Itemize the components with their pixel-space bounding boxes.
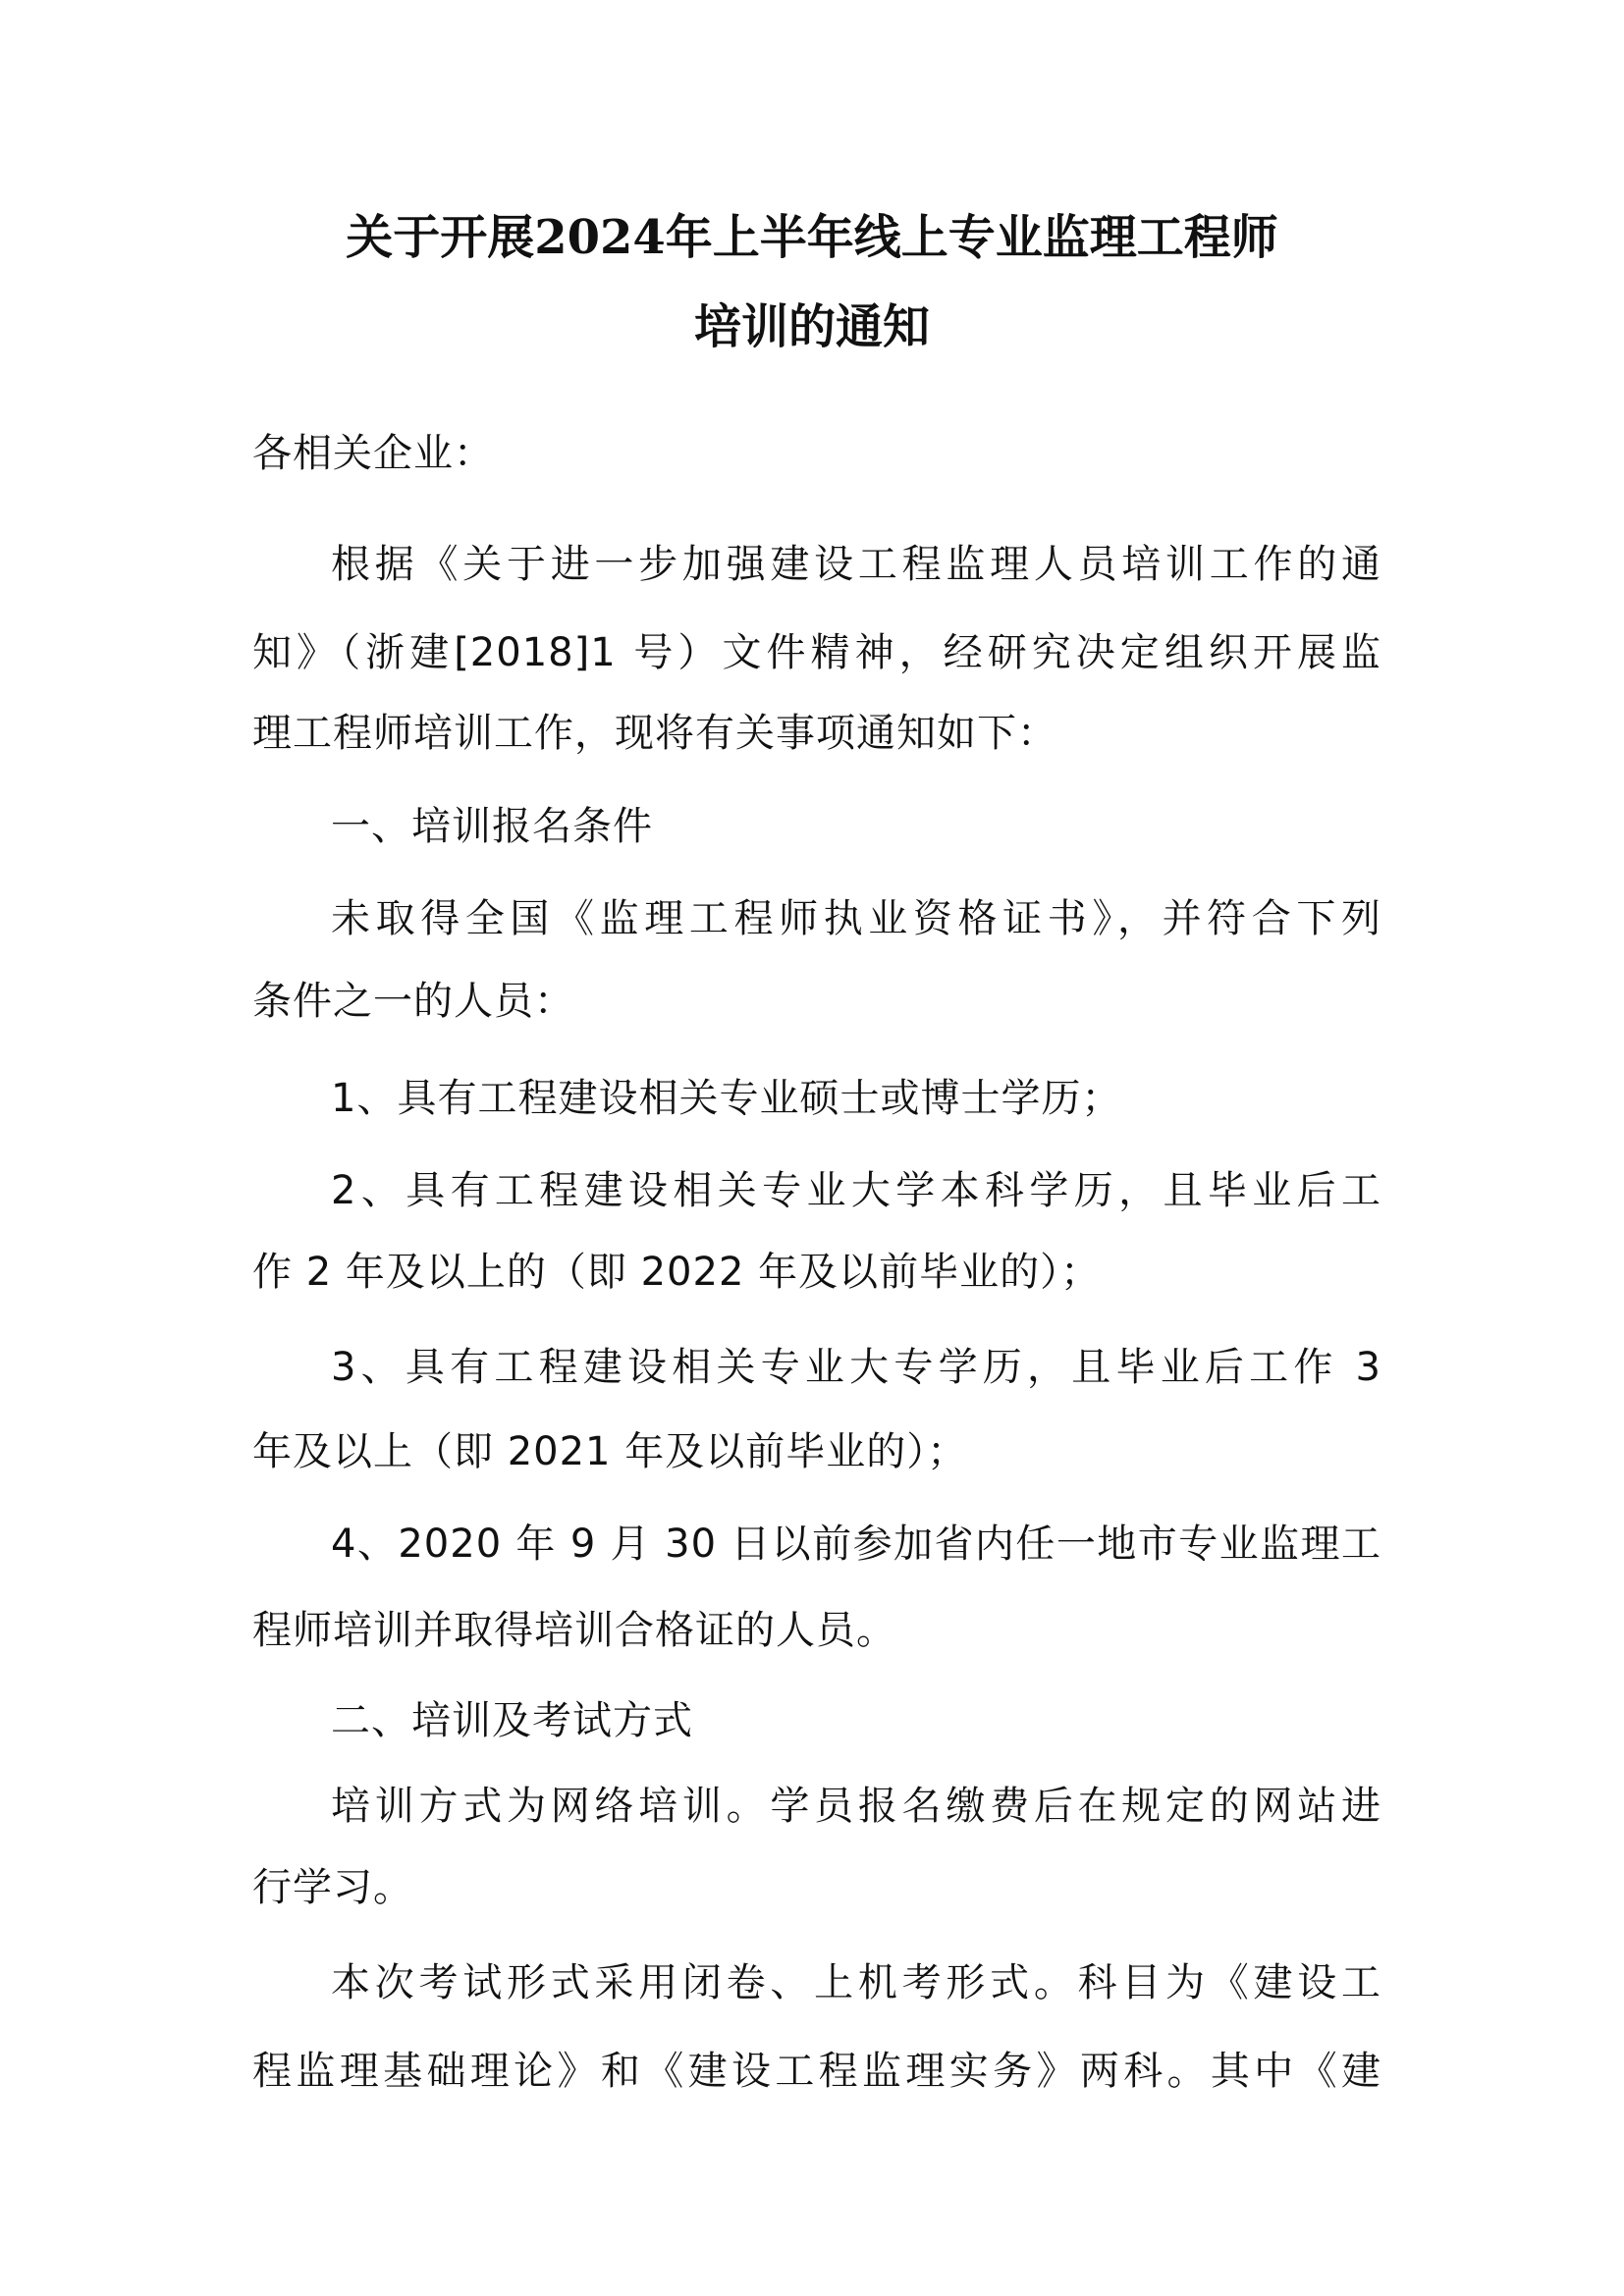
paragraph-line: 培训方式为网络培训。学员报名缴费后在规定的网站进	[331, 1784, 1381, 1829]
paragraph-line: 理工程师培训工作，现将有关事项通知如下：	[252, 711, 1057, 756]
paragraph-line: 本次考试形式采用闭卷、上机考形式。科目为《建设工	[331, 1960, 1381, 2005]
list-item: 1、具有工程建设相关专业硕士或博士学历；	[331, 1076, 1122, 1121]
paragraph-line: 未取得全国《监理工程师执业资格证书》，并符合下列	[331, 896, 1381, 941]
list-item: 2、具有工程建设相关专业大学本科学历，且毕业后工	[331, 1168, 1381, 1213]
list-item-continued: 作 2 年及以上的（即 2022 年及以前毕业的）；	[252, 1250, 1102, 1295]
paragraph-line: 条件之一的人员：	[252, 979, 574, 1024]
document-title-continued: 培训的通知	[693, 299, 930, 354]
paragraph-line: 知》（浙建[2018]1 号）文件精神，经研究决定组织开展监	[252, 630, 1381, 675]
section-heading: 一、培训报名条件	[331, 804, 653, 849]
salutation: 各相关企业：	[252, 431, 494, 476]
paragraph-line: 行学习。	[252, 1865, 413, 1910]
paragraph-line: 根据《关于进一步加强建设工程监理人员培训工作的通	[331, 542, 1381, 587]
list-item-continued: 程师培训并取得培训合格证的人员。	[252, 1608, 896, 1653]
document-title: 关于开展2024年上半年线上专业监理工程师	[346, 210, 1278, 265]
list-item: 3、具有工程建设相关专业大专学历，且毕业后工作 3	[331, 1345, 1381, 1390]
section-heading: 二、培训及考试方式	[331, 1698, 693, 1743]
paragraph-line: 程监理基础理论》和《建设工程监理实务》两科。其中《建	[252, 2049, 1381, 2094]
list-item: 4、2020 年 9 月 30 日以前参加省内任一地市专业监理工	[331, 1522, 1381, 1567]
list-item-continued: 年及以上（即 2021 年及以前毕业的）；	[252, 1429, 968, 1474]
